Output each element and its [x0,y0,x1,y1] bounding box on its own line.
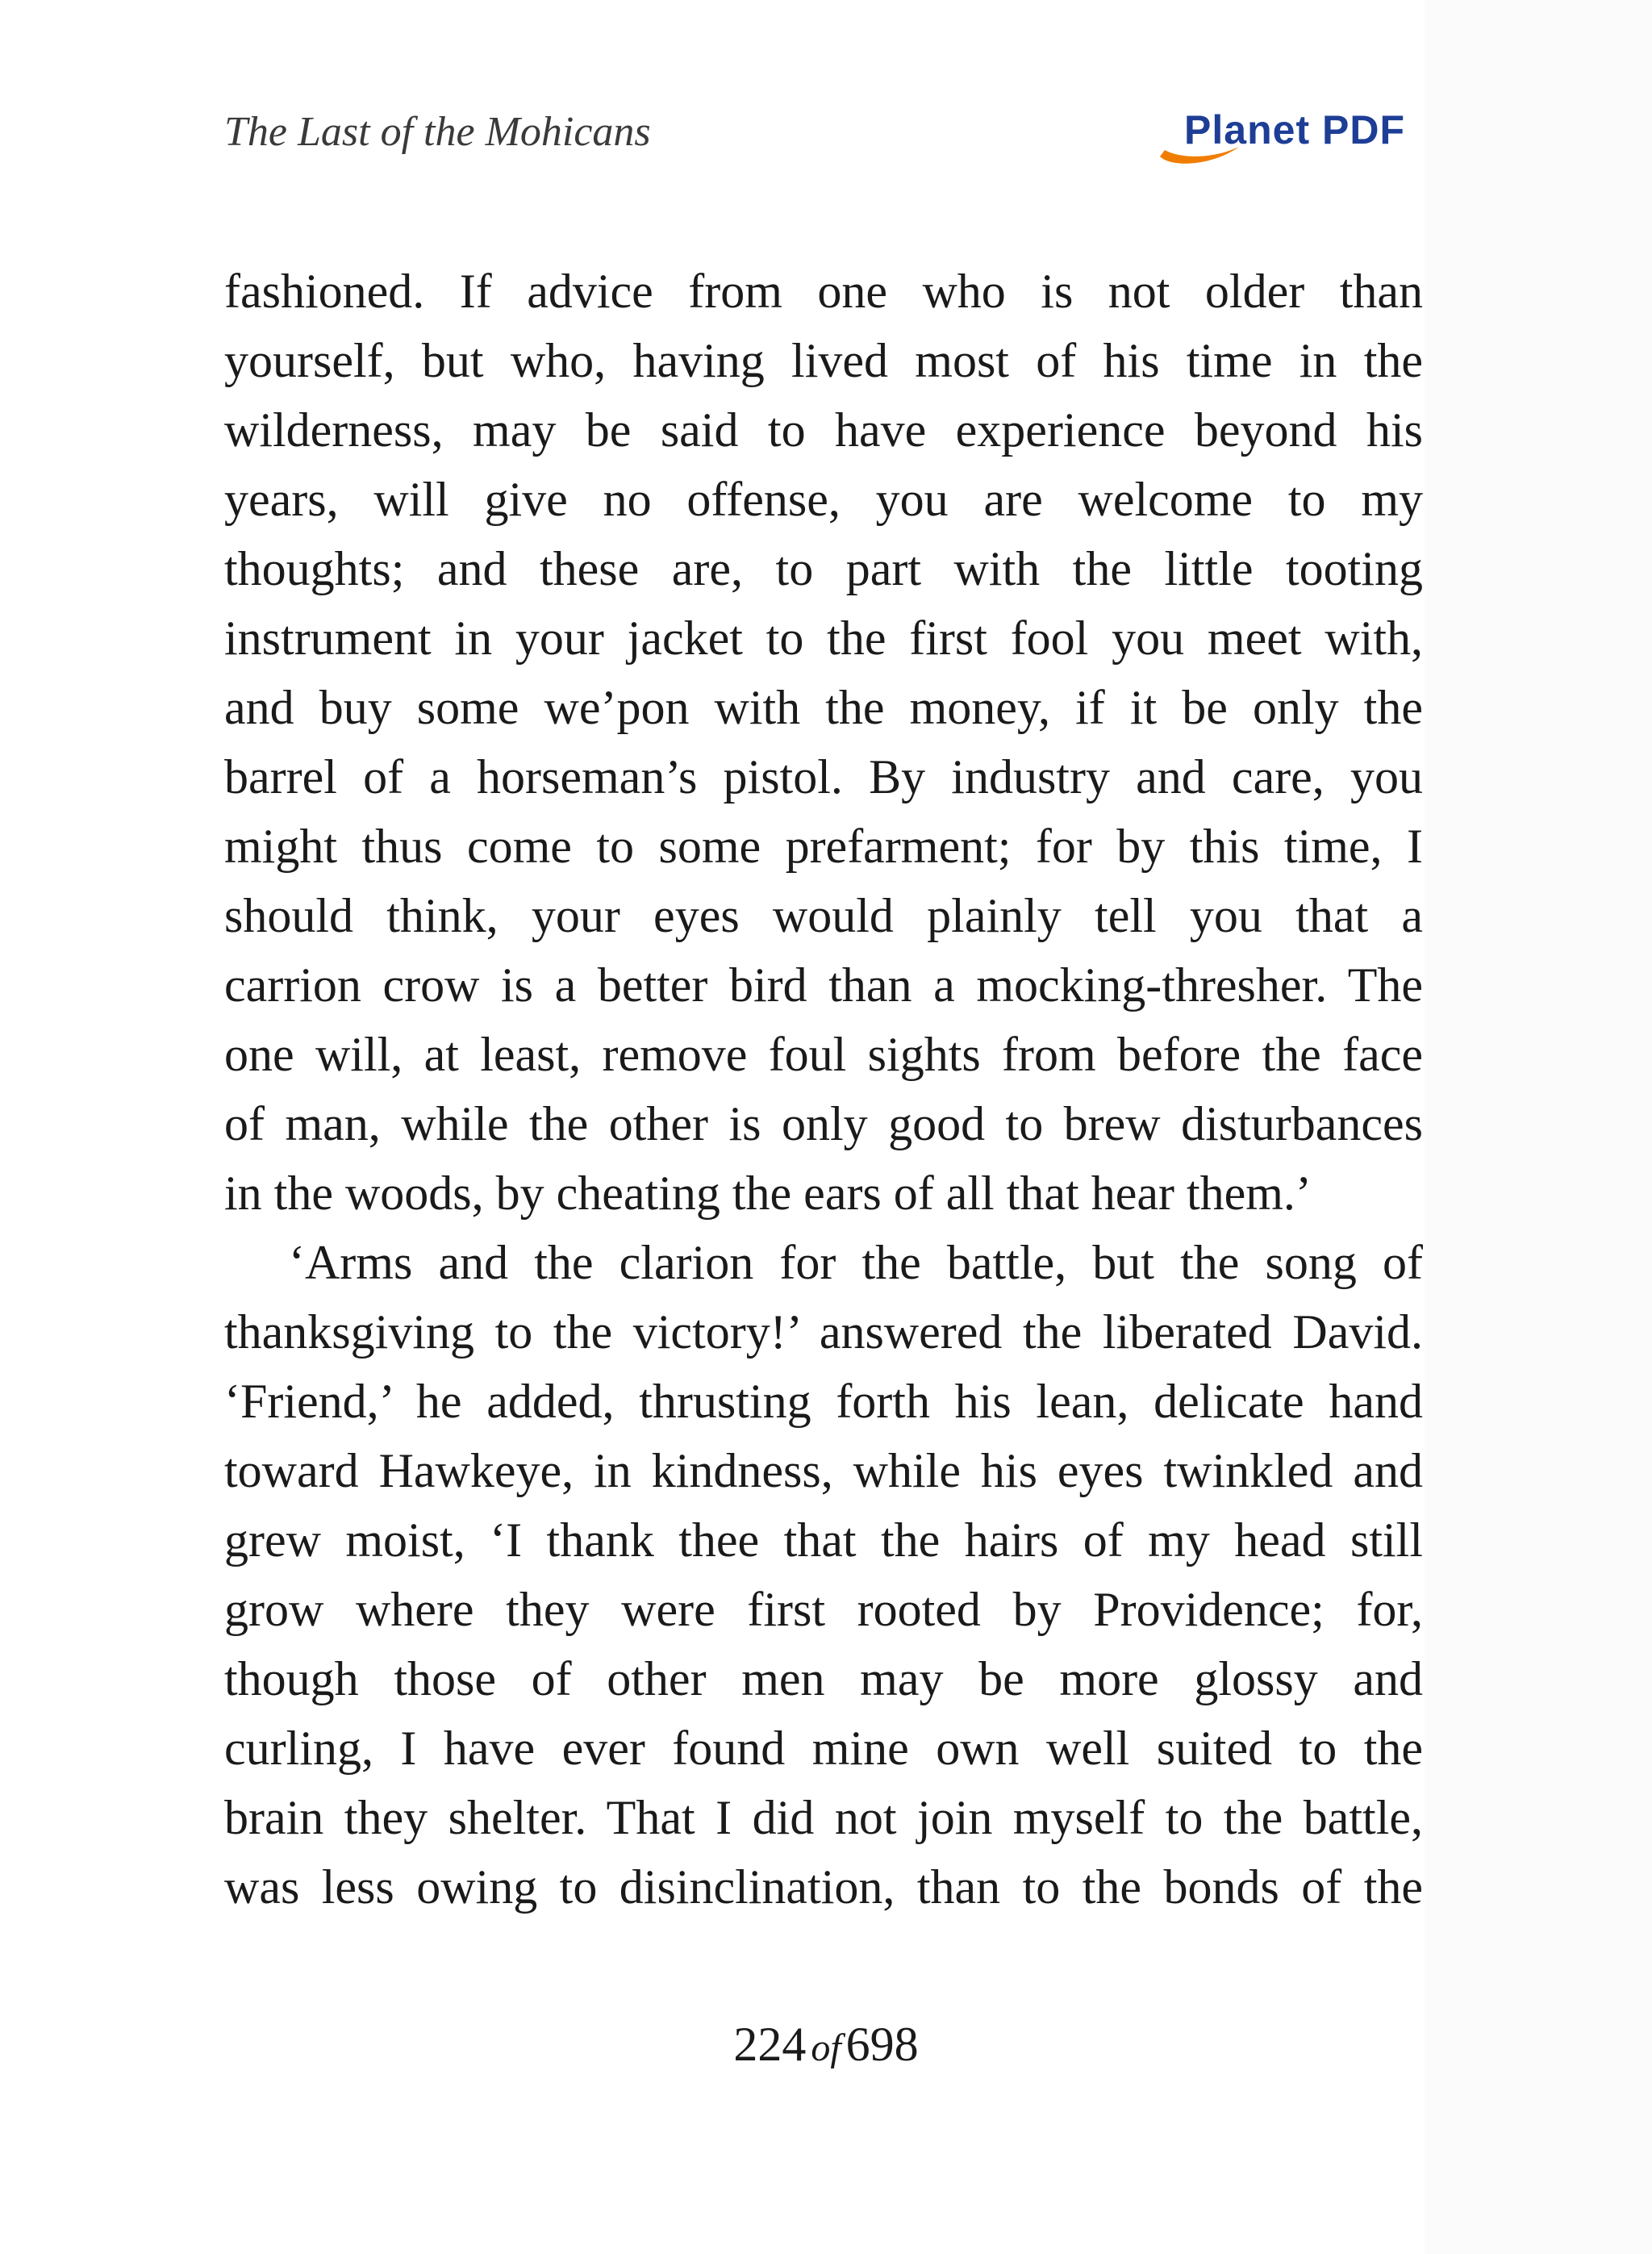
text-line: in the woods, by cheating the ears of all that hear them.’ [224,1167,1312,1220]
page-header [224,103,1423,176]
page-margin-shade [1425,0,1652,2254]
text-line: one will, at least, remove foul sights from before the face [224,1028,1423,1081]
text-line: curling, I have ever found mine own well suited to the [224,1722,1423,1775]
text-line: of man, while the other is only good to brew disturbances [224,1097,1423,1150]
text-line: thanksgiving to the victory!’ answered the liberated David. [224,1305,1423,1359]
text-line: brain they shelter. That I did not join myself to the battle, [224,1791,1423,1844]
text-line: should think, your eyes would plainly tell you that a [224,889,1423,942]
text-line: and buy some we’pon with the money, if it be only the [224,681,1423,734]
body-text [224,257,1423,1922]
text-line: years, will give no offense, you are welcome to my [224,473,1423,526]
text-line: though those of other men may be more glossy and [224,1652,1423,1705]
text-line: ‘Friend,’ he added, thrusting forth his lean, delicate hand [224,1375,1423,1428]
text-line: was less owing to disinclination, than to the bonds of the [224,1860,1423,1914]
text-line: wilderness, may be said to have experience beyond his [224,403,1423,457]
text-line: instrument in your jacket to the first fool you meet with, [224,612,1423,665]
text-line: yourself, but who, having lived most of his time in the [224,334,1423,387]
text-line: fashioned. If advice from one who is not older than [224,265,1423,318]
logo-text: Planet PDF [1184,107,1405,152]
planet-pdf-logo [1147,103,1405,168]
page-current: 224 [733,2018,807,2071]
text-line: thoughts; and these are, to part with the little tooting [224,542,1423,595]
page-of-label: of [811,2027,841,2069]
book-title: The Last of the Mohicans [224,109,651,155]
text-line: grow where they were first rooted by Providence; for, [224,1583,1423,1636]
text-line: might thus come to some prefarment; for by this time, I [224,820,1423,873]
text-line: ‘Arms and the clarion for the battle, but the song of [289,1236,1423,1289]
text-line: toward Hawkeye, in kindness, while his eyes twinkled and [224,1444,1423,1497]
text-line: carrion crow is a better bird than a mocking-thresher. The [224,958,1423,1012]
text-line: grew moist, ‘I thank thee that the hairs of my head still [224,1513,1423,1567]
text-line: barrel of a horseman’s pistol. By industry and care, you [224,750,1423,804]
page-total: 698 [845,2018,919,2071]
page-number [0,2017,1652,2072]
